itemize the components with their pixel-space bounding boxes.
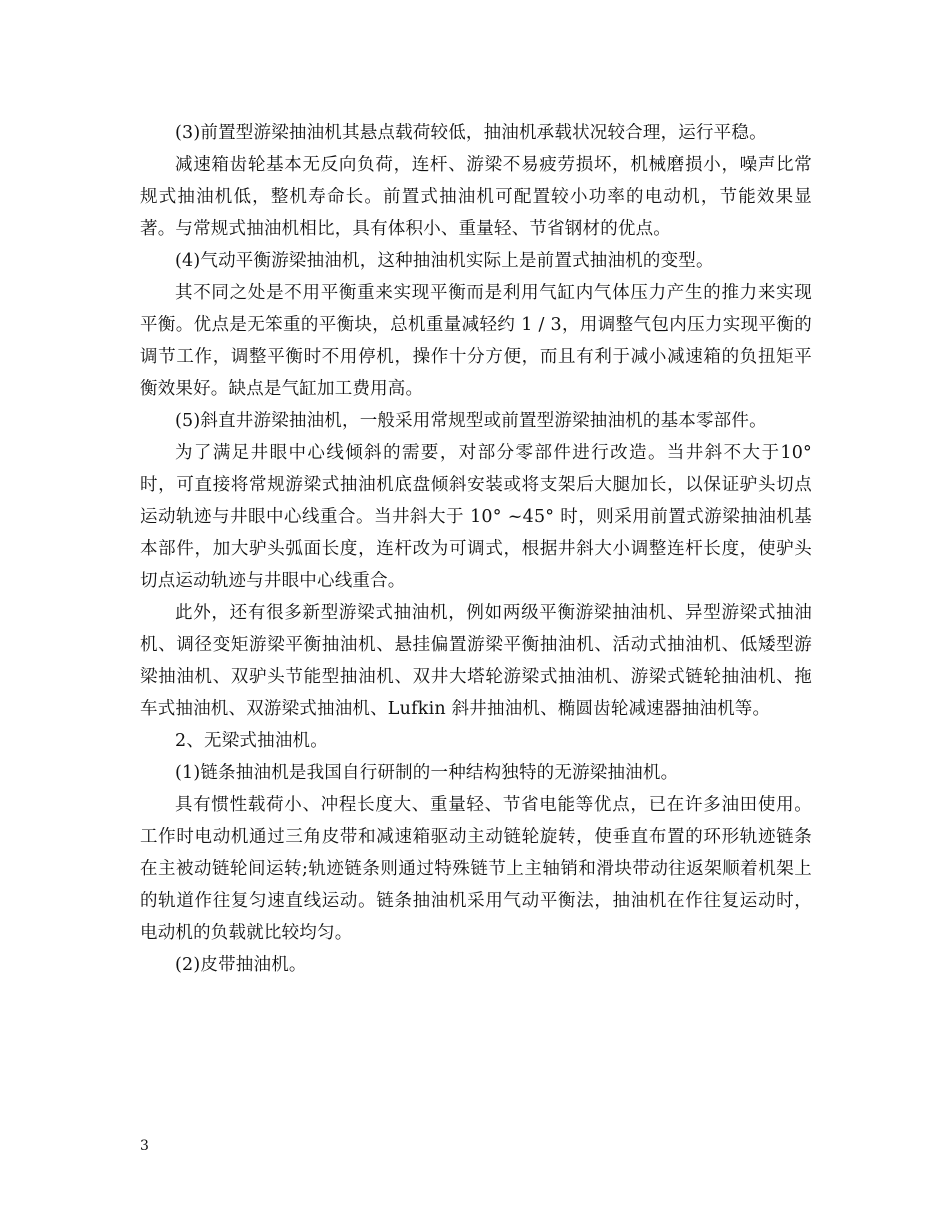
paragraph-chain-unit-details: 具有惯性载荷小、冲程长度大、重量轻、节省电能等优点，已在许多油田使用。工作时电动机通过三角皮带和减速箱驱动主动链轮旋转，使垂直布置的环形轨迹链条在主被动链轮间运转;轨迹链条则通过特殊链节上主轴销和滑块带动往返架顺着机架上的轨道作往复匀速直线运动。链条抽油机采用气动平衡法，抽油机在作往复运动时，电动机的负载就比较均匀。 xyxy=(140,795,812,943)
body-text xyxy=(140,117,812,981)
paragraph-air-balanced-details: 其不同之处是不用平衡重来实现平衡而是利用气缸内气体压力产生的推力来实现平衡。优点是无笨重的平衡块，总机重量减轻约 1 / 3，用调整气包内压力实现平衡的调节工作，调整平衡时不用停机，操作十分方便，而且有利于减小减速箱的负扭矩平衡效果好。缺点是气缸加工费用高。 xyxy=(140,283,812,399)
paragraph-front-mounted-advantages: 减速箱齿轮基本无反向负荷，连杆、游梁不易疲劳损坏，机械磨损小，噪声比常规式抽油机低，整机寿命长。前置式抽油机可配置较小功率的电动机，节能效果显著。与常规式抽油机相比，具有体积小、重量轻、节省钢材的优点。 xyxy=(140,155,812,239)
paragraph-belt-unit: (2)皮带抽油机。 xyxy=(175,955,307,975)
paragraph-slant-well-unit: (5)斜直井游梁抽油机，一般采用常规型或前置型游梁抽油机的基本零部件。 xyxy=(175,411,767,431)
page-number: 3 xyxy=(140,1138,149,1154)
section-heading-beamless-units: 2、无梁式抽油机。 xyxy=(175,731,328,751)
paragraph-chain-unit: (1)链条抽油机是我国自行研制的一种结构独特的无游梁抽油机。 xyxy=(175,763,679,783)
paragraph-front-mounted-beam-unit: (3)前置型游梁抽油机其悬点载荷较低，抽油机承载状况较合理，运行平稳。 xyxy=(175,123,767,143)
paragraph-slant-well-details: 为了满足井眼中心线倾斜的需要，对部分零部件进行改造。当井斜不大于10° 时，可直接将常规游梁式抽油机底盘倾斜安装或将支架后大腿加长，以保证驴头切点运动轨迹与井眼中心线重合。当井斜大于 10° ~45° 时，则采用前置式游梁抽油机基本部件，加大驴头弧面长度，连杆改为可调式，根据井斜大小调整连杆长度，使驴头切点运动轨迹与井眼中心线重合。 xyxy=(140,443,812,591)
paragraph-new-beam-types: 此外，还有很多新型游梁式抽油机，例如两级平衡游梁抽油机、异型游梁式抽油机、调径变矩游梁平衡抽油机、悬挂偏置游梁平衡抽油机、活动式抽油机、低矮型游梁抽油机、双驴头节能型抽油机、双井大塔轮游梁式抽油机、游梁式链轮抽油机、拖车式抽油机、双游梁式抽油机、Lufkin 斜井抽油机、椭圆齿轮减速器抽油机等。 xyxy=(140,603,812,719)
paragraph-air-balanced-unit: (4)气动平衡游梁抽油机，这种抽油机实际上是前置式抽油机的变型。 xyxy=(175,251,714,271)
